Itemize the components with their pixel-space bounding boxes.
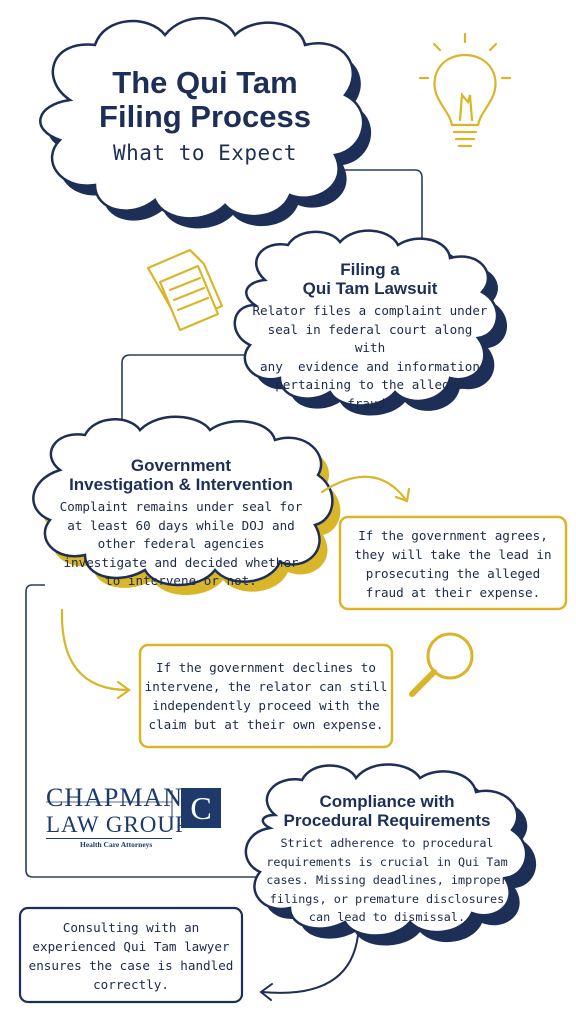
magnifying-glass-icon (412, 634, 472, 694)
step2-body-line: at least 60 days while DOJ and (67, 517, 295, 533)
consult-text (22, 918, 240, 994)
page-subtitle: What to Expect (112, 141, 297, 165)
step2-body-line: Complaint remains under seal for (59, 499, 303, 514)
step1-body-line: Relator files a complaint under (252, 303, 488, 318)
consult-line: ensures the case is handled (28, 958, 234, 973)
logo-line1: CHAPMAN (46, 783, 184, 812)
step3-body-line: Strict adherence to procedural (280, 836, 494, 850)
step3-body-line: filings, or premature disclosures (269, 891, 505, 906)
page-title-line2: Filing Process (99, 99, 311, 134)
logo-line2: LAW GROUP (46, 812, 189, 837)
page-title-line1: The Qui Tam (112, 65, 298, 100)
step1-body-line: fraud. (347, 395, 393, 411)
arrow-to-consult (261, 935, 358, 1000)
step1-body-line: pertaining to the alleged (275, 377, 465, 392)
step3-text (256, 792, 518, 927)
step1-text (252, 260, 488, 413)
step3-body-line: can lead to dismissal. (308, 910, 466, 924)
step1-body-line: seal in federal court along with (267, 321, 473, 355)
step3-title-line2: Procedural Requirements (283, 811, 491, 830)
agrees-line: they will take the lead in (354, 547, 552, 562)
consult-line: experienced Qui Tam lawyer (32, 939, 230, 954)
title-block (60, 66, 350, 166)
agrees-line: fraud at their expense. (365, 585, 541, 600)
declines-line: claim but at their own expense. (148, 717, 384, 732)
agrees-line: If the government agrees, (358, 528, 548, 543)
step2-title-line2: Investigation & Intervention (69, 475, 293, 494)
step2-body-line: investigate and decided whether (63, 554, 299, 570)
logo-monogram: C (190, 790, 212, 826)
arrow-to-declines (62, 610, 129, 698)
consult-line: Consulting with an (62, 920, 200, 935)
consult-line: correctly. (93, 977, 169, 992)
declines-text (142, 658, 390, 734)
step2-body-line: to intervene or not. (105, 573, 257, 588)
agrees-text (342, 526, 564, 602)
step2-title-line1: Government (130, 456, 232, 475)
light-bulb-icon (420, 34, 510, 146)
declines-line: If the government declines to (156, 660, 376, 675)
step2-text (36, 456, 326, 591)
step3-body-line: cases. Missing deadlines, improper (266, 873, 508, 887)
declines-line: intervene, the relator can still (144, 679, 388, 694)
step1-title-line1: Filing a (340, 260, 400, 279)
step1-body-line: any evidence and information (260, 358, 480, 374)
step1-title-line2: Qui Tam Lawsuit (302, 279, 438, 298)
declines-line: independently proceed with the (152, 698, 380, 713)
logo-tagline: Health Care Attorneys (80, 840, 153, 849)
documents-icon (148, 250, 222, 330)
step3-title-line1: Compliance with (319, 792, 455, 811)
step3-body-line: requirements is crucial in Qui Tam (266, 854, 508, 869)
step2-body-line: other federal agencies (97, 536, 265, 551)
agrees-line: prosecuting the alleged (365, 566, 541, 581)
